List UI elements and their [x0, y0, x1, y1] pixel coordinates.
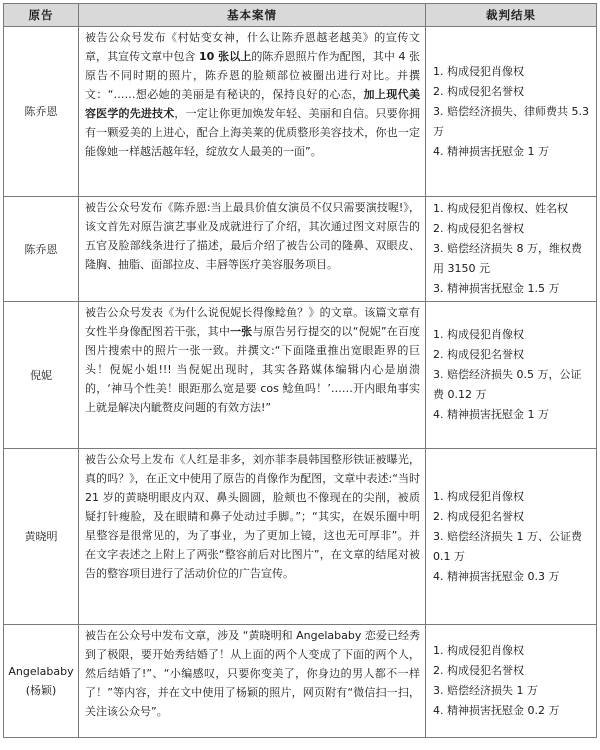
facts-cell [79, 27, 426, 197]
result-item: 2. 构成侵犯名誉权 [433, 84, 524, 98]
result-cell [426, 27, 597, 197]
case-row [4, 625, 597, 738]
result-item: 1. 构成侵犯肖像权、姓名权 [433, 202, 568, 215]
header-row [4, 4, 597, 27]
facts-text: 被告在公众号中发布文章，涉及 “黄晓明和 Angelababy 恋爱已经秀到了极限，要开始秀结婚了！从上面的两个人变成了下面的两个人，然后结婚了!”、“小编感叹，只要你变美了，你身边的男人都不一样了！”等内容，并在文中使用了杨颖的照片，网页附有“微信扫一扫，关注该公众号”。 [85, 629, 420, 718]
result-item: 2. 构成侵犯名誉权 [433, 509, 524, 523]
result-item: 4. 精神损害抚慰金 1 万 [433, 144, 549, 158]
result-item: 1. 构成侵犯肖像权 [433, 328, 524, 341]
result-cell [426, 302, 597, 449]
header-facts: 基本案情 [79, 4, 426, 27]
result-item: 4. 精神损害抚慰金 0.3 万 [433, 569, 560, 583]
plaintiff-cell [4, 625, 79, 738]
result-item: 1. 构成侵犯肖像权 [433, 489, 524, 503]
result-cell [426, 449, 597, 625]
result-item: 4. 精神损害抚慰金 1 万 [433, 408, 549, 421]
highlight-text: 一张 [230, 325, 253, 338]
result-item: 2. 构成侵犯名誉权 [433, 664, 524, 677]
case-table [3, 3, 597, 738]
result-item: 3. 赔偿经济损失 8 万，维权费用 3150 元 [433, 242, 582, 275]
plaintiff-name: 黄晓明 [24, 530, 58, 543]
case-row [4, 449, 597, 625]
result-item: 3. 赔偿经济损失 1 万 [433, 684, 538, 697]
result-item: 3. 精神损害抚慰金 1.5 万 [433, 282, 560, 295]
result-item: 2. 构成侵犯名誉权 [433, 348, 524, 361]
facts-cell [79, 625, 426, 738]
result-item: 1. 构成侵犯肖像权 [433, 644, 524, 657]
result-cell [426, 625, 597, 738]
result-item: 3. 赔偿经济损失、律师费共 5.3 万 [433, 104, 589, 138]
result-item: 3. 赔偿经济损失 1 万、公证费 0.1 万 [433, 529, 582, 563]
case-row [4, 302, 597, 449]
facts-text: ，一定让你更加焕发年轻、美丽和自信。只要你拥有一颗爱美的上进心，配合上海美莱的优质整形美容技术，你也一定能像她一样越活越年轻，绽放女人最美的一面”。 [85, 107, 421, 158]
plaintiff-cell [4, 449, 79, 625]
plaintiff-name: 陈乔恩 [24, 105, 58, 118]
facts-cell [79, 197, 426, 302]
facts-text: 被告公众号上发布《人红是非多，刘亦菲李晨韩国整形铁证被曝光，真的吗？》，在正文中使用了原告的肖像作为配图，文章中表述:“当时 21 岁的黄晓明眼皮内双、鼻头圆圆，脸颊也不像现在的尖削，被质疑打针瘦脸，及在眼睛和鼻子处动过手脚。”；“其实，在娱乐圈中明星整容是很常见的，为了事业，为了更加上镜，这也无可厚非”。并在文字表述之上附上了两张“整容前后对比图片”，在文章的结尾对被告的整容项目进行了活动价位的广告宣传。 [85, 453, 420, 580]
highlight-text: 10 张以上 [199, 50, 252, 63]
facts-cell [79, 449, 426, 625]
result-item: 2. 构成侵犯名誉权 [433, 222, 524, 235]
plaintiff-cell [4, 302, 79, 449]
plaintiff-name: (杨颖) [25, 684, 57, 697]
highlight-text: 加上现代美容医学的先进技术 [85, 88, 420, 120]
result-cell [426, 197, 597, 302]
header-result: 裁判结果 [426, 4, 597, 27]
facts-text: 被告公众号发布《村姑变女神，什么让陈乔恩越老越美》的宣传文章，其宣传文章中包含 [85, 31, 420, 63]
plaintiff-name: 陈乔恩 [24, 242, 58, 256]
plaintiff-cell [4, 27, 79, 197]
result-item: 1. 构成侵犯肖像权 [433, 64, 524, 78]
facts-text: 与原告另行提交的以“倪妮”在百度图片搜索中的照片一张一致。并撰文:“下面隆重推出宽眼距界的巨头！倪妮小姐!!! 当倪妮出现时，其实各路媒体编辑内心是崩溃的，‘神马个性美！眼距那么宽是要 cos 鲶鱼吗！’……开内眼角事实上就是解决内眦赘皮问题的有效方法!” [85, 325, 421, 414]
facts-text: 的陈乔恩照片作为配图，其中 4 张原告不同时期的照片，陈乔恩的脸颊部位被圈出进行对比。并撰文：“……想必她的美丽是有秘诀的，保持良好的心态， [85, 50, 420, 101]
result-item: 3. 赔偿经济损失 0.5 万，公证费 0.12 万 [433, 368, 582, 401]
facts-text: 被告公众号发布《陈乔恩:当上最具价值女演员不仅只需要演技喔!》，该文首先对原告演艺事业及成就进行了介绍，其次通过图文对原告的五官及脸部线条进行了描述，最后介绍了被告公司的隆鼻、双眼皮、隆胸、抽脂、面部拉皮、丰唇等医疗美容服务项目。 [85, 201, 420, 271]
facts-cell [79, 302, 426, 449]
plaintiff-name: 倪妮 [30, 368, 52, 382]
header-plaintiff: 原告 [4, 4, 79, 27]
plaintiff-cell [4, 197, 79, 302]
result-item: 4. 精神损害抚慰金 0.2 万 [433, 704, 560, 717]
plaintiff-name: Angelababy [8, 665, 74, 678]
case-row [4, 197, 597, 302]
facts-text: 被告公众号发表《为什么说倪妮长得像鲶鱼？》的文章。该篇文章有女性半身像配图若干张，其中 [85, 306, 420, 338]
case-row [4, 27, 597, 197]
